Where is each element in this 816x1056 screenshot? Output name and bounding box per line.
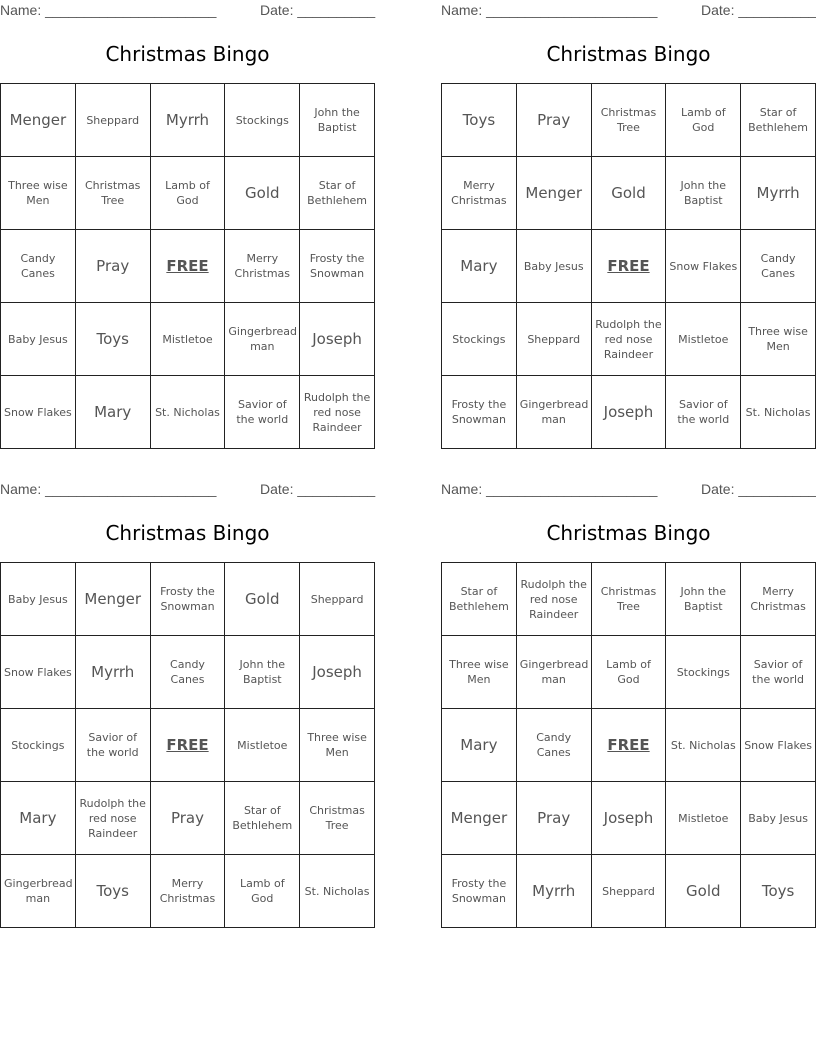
- bingo-cell: Savior of the world: [741, 636, 816, 709]
- bingo-cell: Snow Flakes: [666, 230, 741, 303]
- bingo-cell: Gold: [225, 563, 300, 636]
- bingo-cell: Gingerbread man: [516, 376, 591, 449]
- bingo-cell: Baby Jesus: [516, 230, 591, 303]
- bingo-cell: Mary: [75, 376, 150, 449]
- bingo-cell: Mary: [442, 230, 517, 303]
- bingo-cell: Savior of the world: [225, 376, 300, 449]
- name-field-label: Name: ______________________: [441, 481, 658, 497]
- bingo-cell: St. Nicholas: [741, 376, 816, 449]
- bingo-cell: Sheppard: [591, 855, 666, 928]
- bingo-grid: [441, 83, 816, 449]
- bingo-cell: Frosty the Snowman: [442, 855, 517, 928]
- name-date-line: [441, 0, 816, 20]
- grid-row: [442, 782, 816, 855]
- bingo-cell: Merry Christmas: [741, 563, 816, 636]
- bingo-cell: Candy Canes: [150, 636, 225, 709]
- bingo-cell: Pray: [75, 230, 150, 303]
- bingo-cell: John the Baptist: [225, 636, 300, 709]
- grid-row: [1, 563, 375, 636]
- bingo-cell: Sheppard: [300, 563, 375, 636]
- bingo-cell: Gold: [591, 157, 666, 230]
- bingo-cell: Star of Bethlehem: [225, 782, 300, 855]
- name-date-line: [0, 0, 375, 20]
- bingo-cell: Myrrh: [741, 157, 816, 230]
- bingo-cell: Christmas Tree: [591, 563, 666, 636]
- name-field-label: Name: ______________________: [441, 2, 658, 18]
- grid-row: [442, 230, 816, 303]
- bingo-cell: Gingerbread man: [1, 855, 76, 928]
- bingo-cell: Toys: [741, 855, 816, 928]
- bingo-cell: Snow Flakes: [1, 376, 76, 449]
- bingo-cell: Lamb of God: [225, 855, 300, 928]
- grid-row: [1, 376, 375, 449]
- bingo-cell: John the Baptist: [300, 84, 375, 157]
- bingo-cell: Three wise Men: [300, 709, 375, 782]
- bingo-cell: Toys: [75, 855, 150, 928]
- card-title: Christmas Bingo: [546, 521, 711, 545]
- bingo-cell: Menger: [1, 84, 76, 157]
- bingo-cell: Toys: [75, 303, 150, 376]
- grid-row: [1, 84, 375, 157]
- bingo-cell: Savior of the world: [75, 709, 150, 782]
- bingo-cell: Mistletoe: [150, 303, 225, 376]
- bingo-cell: Frosty the Snowman: [442, 376, 517, 449]
- grid-row: [442, 636, 816, 709]
- bingo-cell: Baby Jesus: [1, 563, 76, 636]
- bingo-cell: Christmas Tree: [75, 157, 150, 230]
- bingo-cell: Gingerbread man: [516, 636, 591, 709]
- name-field-label: Name: ______________________: [0, 2, 217, 18]
- card-title: Christmas Bingo: [105, 42, 270, 66]
- free-space-cell: FREE: [150, 709, 225, 782]
- grid-row: [1, 782, 375, 855]
- bingo-cell: Snow Flakes: [1, 636, 76, 709]
- grid-row: [442, 157, 816, 230]
- bingo-cell: Menger: [75, 563, 150, 636]
- card-title: Christmas Bingo: [105, 521, 270, 545]
- date-field-label: Date: __________: [701, 2, 816, 18]
- bingo-cell: Gold: [666, 855, 741, 928]
- bingo-cell: Merry Christmas: [150, 855, 225, 928]
- grid-row: [1, 303, 375, 376]
- bingo-cell: Stockings: [666, 636, 741, 709]
- bingo-cell: Savior of the world: [666, 376, 741, 449]
- bingo-cell: Lamb of God: [591, 636, 666, 709]
- bingo-cell: Christmas Tree: [591, 84, 666, 157]
- name-date-line: [0, 479, 375, 499]
- bingo-cell: Myrrh: [516, 855, 591, 928]
- bingo-cell: Rudolph the red nose Raindeer: [300, 376, 375, 449]
- bingo-cell: Pray: [516, 84, 591, 157]
- bingo-cell: Sheppard: [75, 84, 150, 157]
- bingo-cell: Frosty the Snowman: [300, 230, 375, 303]
- name-field-label: Name: ______________________: [0, 481, 217, 497]
- bingo-cell: Mary: [1, 782, 76, 855]
- bingo-grid: [0, 83, 375, 449]
- bingo-cell: Baby Jesus: [1, 303, 76, 376]
- grid-row: [1, 230, 375, 303]
- bingo-cell: Three wise Men: [741, 303, 816, 376]
- bingo-cell: Toys: [442, 84, 517, 157]
- bingo-cell: Mistletoe: [225, 709, 300, 782]
- grid-row: [1, 157, 375, 230]
- bingo-cell: Mistletoe: [666, 303, 741, 376]
- card-title: Christmas Bingo: [546, 42, 711, 66]
- bingo-cell: Rudolph the red nose Raindeer: [75, 782, 150, 855]
- free-space-cell: FREE: [591, 709, 666, 782]
- bingo-cell: Sheppard: [516, 303, 591, 376]
- grid-row: [442, 376, 816, 449]
- bingo-cell: St. Nicholas: [150, 376, 225, 449]
- bingo-cell: Lamb of God: [150, 157, 225, 230]
- bingo-cell: Rudolph the red nose Raindeer: [516, 563, 591, 636]
- bingo-cell: Joseph: [591, 782, 666, 855]
- bingo-cell: Pray: [516, 782, 591, 855]
- date-field-label: Date: __________: [260, 2, 376, 18]
- grid-row: [442, 303, 816, 376]
- grid-row: [442, 563, 816, 636]
- bingo-cell: Joseph: [591, 376, 666, 449]
- bingo-cell: Menger: [516, 157, 591, 230]
- bingo-cell: Baby Jesus: [741, 782, 816, 855]
- bingo-cell: Rudolph the red nose Raindeer: [591, 303, 666, 376]
- bingo-cell: Pray: [150, 782, 225, 855]
- bingo-cell: Mistletoe: [666, 782, 741, 855]
- bingo-cell: Three wise Men: [442, 636, 517, 709]
- bingo-cell: Lamb of God: [666, 84, 741, 157]
- bingo-cell: Stockings: [442, 303, 517, 376]
- grid-row: [442, 84, 816, 157]
- bingo-cell: Star of Bethlehem: [300, 157, 375, 230]
- bingo-cell: Frosty the Snowman: [150, 563, 225, 636]
- bingo-cell: Myrrh: [75, 636, 150, 709]
- bingo-cell: Stockings: [1, 709, 76, 782]
- grid-row: [1, 709, 375, 782]
- bingo-cell: Merry Christmas: [225, 230, 300, 303]
- grid-row: [442, 709, 816, 782]
- bingo-cell: Menger: [442, 782, 517, 855]
- bingo-cell: Gold: [225, 157, 300, 230]
- bingo-cell: Star of Bethlehem: [741, 84, 816, 157]
- bingo-cell: Stockings: [225, 84, 300, 157]
- bingo-cell: Snow Flakes: [741, 709, 816, 782]
- bingo-cell: Candy Canes: [1, 230, 76, 303]
- grid-row: [1, 636, 375, 709]
- bingo-cell: Star of Bethlehem: [442, 563, 517, 636]
- bingo-cell: St. Nicholas: [300, 855, 375, 928]
- bingo-grid: [0, 562, 375, 928]
- bingo-cell: Joseph: [300, 303, 375, 376]
- bingo-cell: Three wise Men: [1, 157, 76, 230]
- free-space-cell: FREE: [150, 230, 225, 303]
- bingo-cell: Candy Canes: [741, 230, 816, 303]
- free-space-cell: FREE: [591, 230, 666, 303]
- bingo-cell: Joseph: [300, 636, 375, 709]
- grid-row: [1, 855, 375, 928]
- bingo-cell: Candy Canes: [516, 709, 591, 782]
- name-date-line: [441, 479, 816, 499]
- bingo-cell: St. Nicholas: [666, 709, 741, 782]
- bingo-grid: [441, 562, 816, 928]
- bingo-cell: John the Baptist: [666, 157, 741, 230]
- bingo-cell: Mary: [442, 709, 517, 782]
- grid-row: [442, 855, 816, 928]
- bingo-cell: Christmas Tree: [300, 782, 375, 855]
- date-field-label: Date: __________: [701, 481, 816, 497]
- bingo-cell: Merry Christmas: [442, 157, 517, 230]
- bingo-cell: Myrrh: [150, 84, 225, 157]
- date-field-label: Date: __________: [260, 481, 376, 497]
- bingo-cell: John the Baptist: [666, 563, 741, 636]
- bingo-cell: Gingerbread man: [225, 303, 300, 376]
